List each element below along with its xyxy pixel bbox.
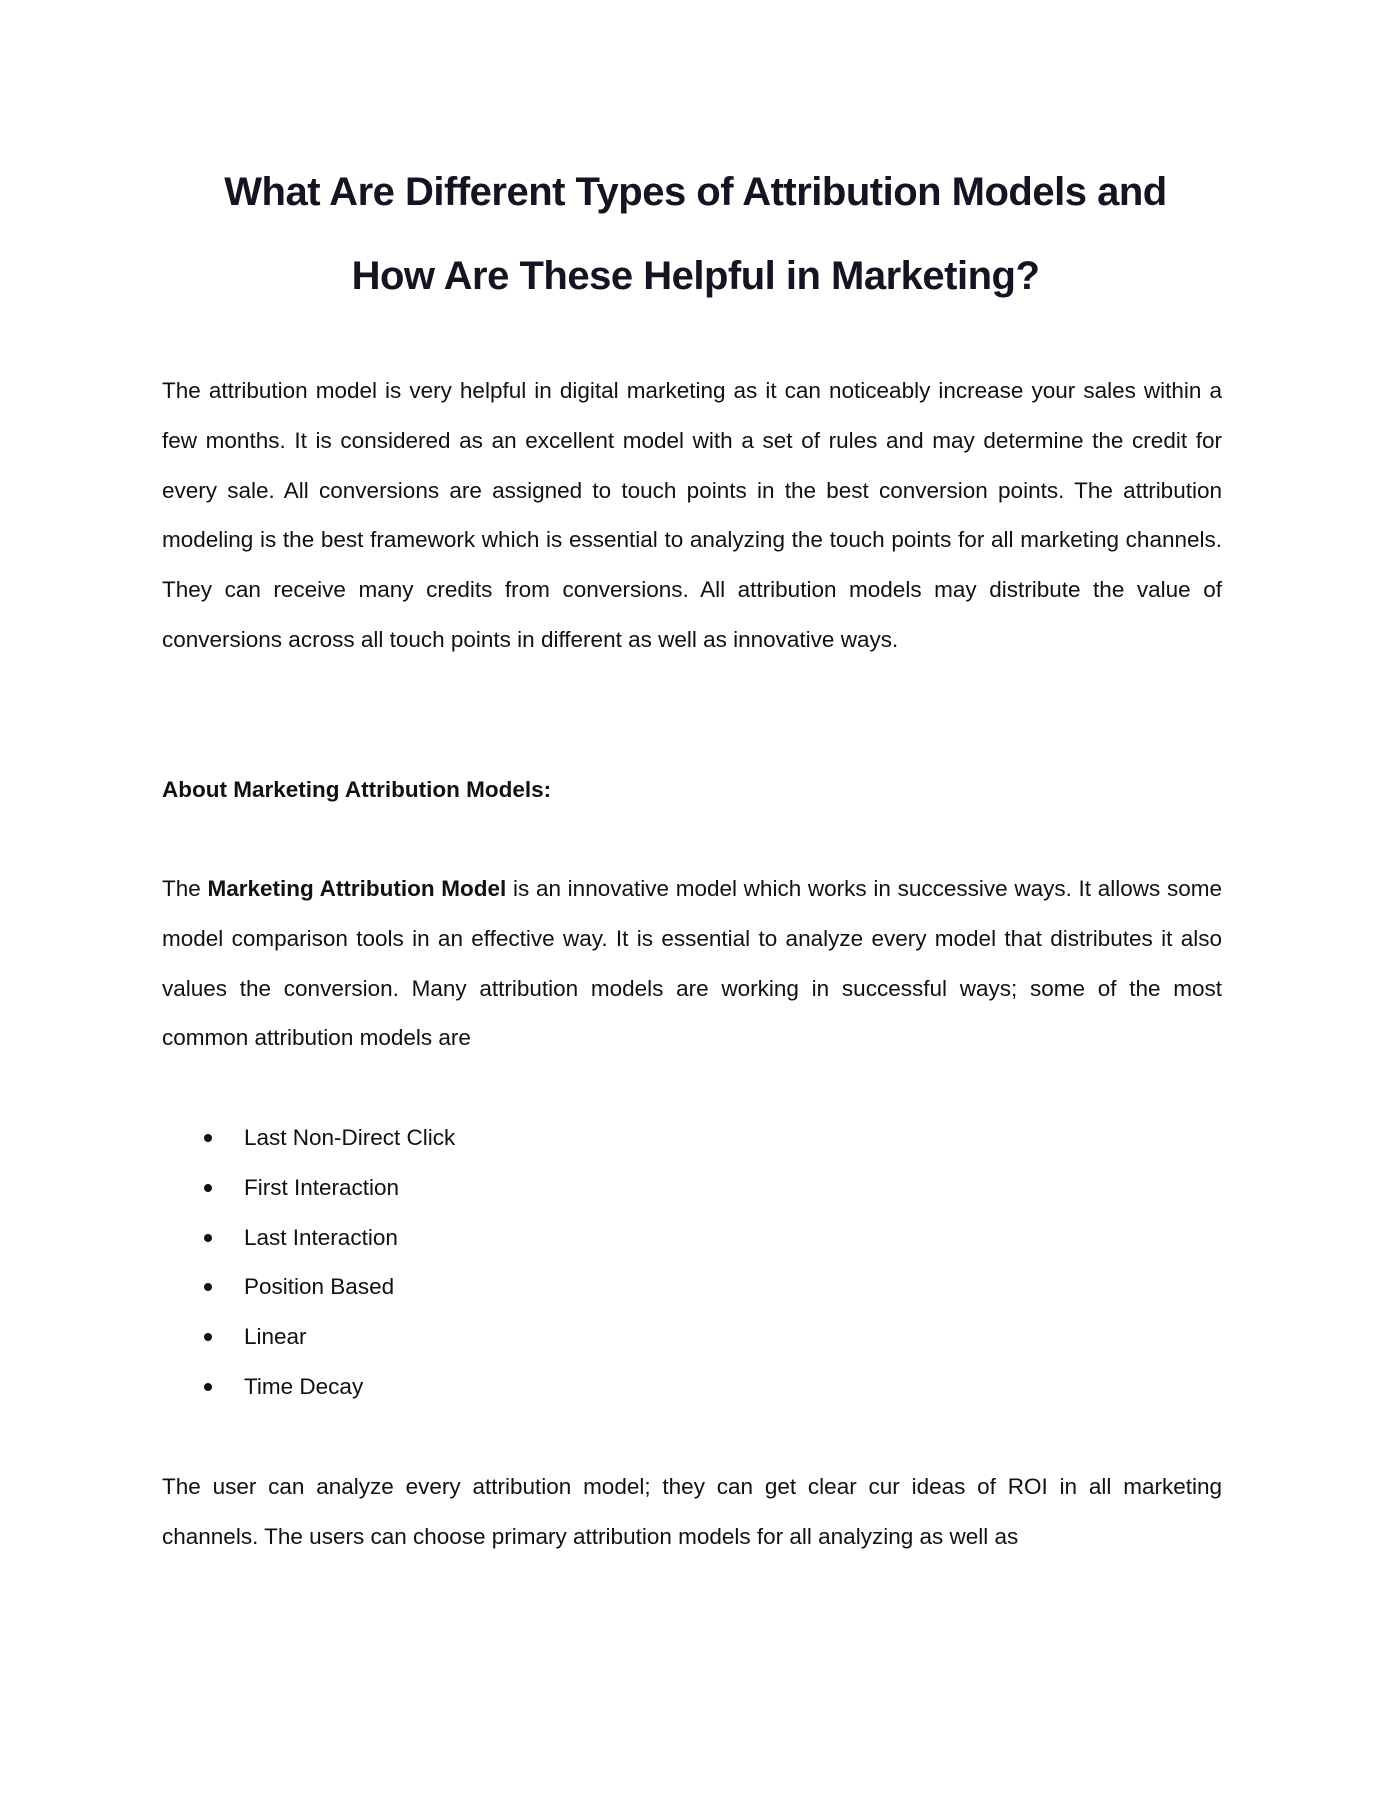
list-item (162, 1113, 1222, 1163)
models-list (162, 1113, 1222, 1412)
list-item-label: Time Decay (244, 1373, 364, 1399)
bullet-icon (204, 1333, 212, 1341)
list-item-label: First Interaction (244, 1174, 400, 1200)
list-item-label: Linear (244, 1324, 307, 1350)
title-line-1: What Are Different Types of Attribution Models and (224, 170, 1167, 214)
section-prefix: The (162, 876, 208, 901)
title-line-2: How Are These Helpful in Marketing? (351, 254, 1040, 298)
section-rest: is an innovative model which works in successive ways. It allows some model comparison tools in an effective way. It is essential to analyze every model that distributes it also values the conversion. Many attribution models are working in successful ways; some of the most common attribution models are (162, 876, 1222, 1051)
list-item (162, 1213, 1222, 1263)
document-title (0, 150, 1391, 318)
list-item-label: Last Non-Direct Click (244, 1125, 456, 1150)
list-item (162, 1362, 1222, 1412)
bullet-icon (204, 1234, 212, 1242)
bullet-icon (204, 1184, 212, 1192)
intro-paragraph: The attribution model is very helpful in digital marketing as it can noticeably increase your sales within a few months. It is considered as an excellent model with a set of rules and may determine the credit for every sale. All conversions are assigned to touch points in the best conversion points. The attribution modeling is the best framework which is essential to analyzing the touch points for all marketing channels. They can receive many credits from conversions. All attribution models may distribute the value of conversions across all touch points in different as well as innovative ways. (162, 378, 1222, 652)
closing-paragraph: The user can analyze every attribution model; they can get clear cur ideas of ROI in all marketing channels. The users can choose primary attribution models for all analyzing as well as (162, 1474, 1222, 1549)
section-paragraph (162, 864, 1222, 1063)
list-item (162, 1163, 1222, 1213)
bullet-icon (204, 1283, 212, 1291)
section-bold-term: Marketing Attribution Model (207, 876, 507, 901)
bullet-icon (204, 1134, 212, 1142)
list-item (162, 1312, 1222, 1362)
section-heading: About Marketing Attribution Models: (162, 777, 552, 802)
bullet-icon (204, 1383, 212, 1391)
list-item-label: Last Interaction (244, 1224, 398, 1250)
list-item-label: Position Based (244, 1274, 395, 1300)
document-body (162, 366, 1222, 665)
list-item (162, 1262, 1222, 1312)
